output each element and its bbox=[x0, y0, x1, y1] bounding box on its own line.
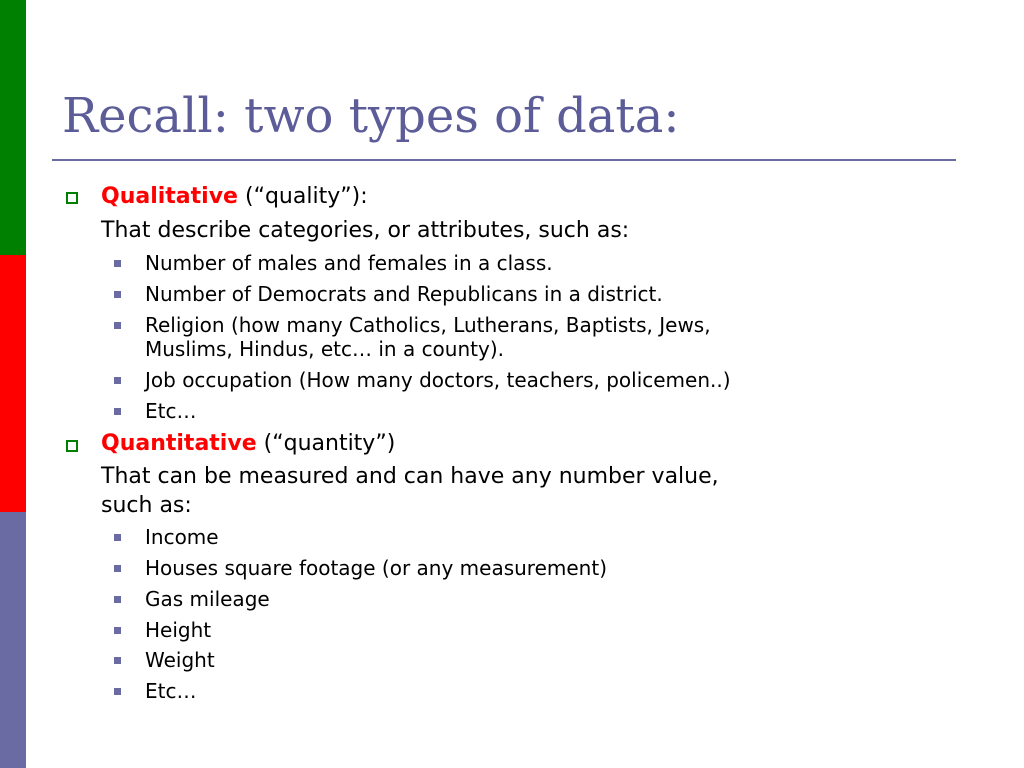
sub-bullet-icon bbox=[114, 627, 121, 634]
list-item: Weight bbox=[145, 648, 215, 672]
list-item: Height bbox=[145, 618, 212, 642]
heading-note: (“quantity”) bbox=[263, 431, 396, 456]
list-item-continued: Muslims, Hindus, etc… in a county). bbox=[145, 337, 504, 361]
heading-keyword: Qualitative bbox=[101, 184, 238, 209]
sub-bullet-icon bbox=[114, 377, 121, 384]
sub-bullet-icon bbox=[114, 260, 121, 267]
list-item: Etc… bbox=[145, 679, 197, 703]
sub-bullet-icon bbox=[114, 565, 121, 572]
slide-title: Recall: two types of data: bbox=[62, 88, 680, 144]
heading-note: (“quality”): bbox=[244, 184, 368, 209]
list-item: Number of Democrats and Republicans in a district. bbox=[145, 282, 663, 306]
section-description: That can be measured and can have any number value, bbox=[101, 464, 719, 489]
sub-bullet-icon bbox=[114, 322, 121, 329]
square-bullet-icon bbox=[66, 440, 78, 452]
list-item: Etc… bbox=[145, 399, 197, 423]
section-description: That describe categories, or attributes, such as: bbox=[101, 218, 630, 243]
sub-bullet-icon bbox=[114, 291, 121, 298]
sub-bullet-icon bbox=[114, 534, 121, 541]
list-item: Houses square footage (or any measurement) bbox=[145, 556, 607, 580]
square-bullet-icon bbox=[66, 192, 78, 204]
list-item: Religion (how many Catholics, Lutherans, Baptists, Jews, bbox=[145, 313, 711, 337]
section-description-continued: such as: bbox=[101, 493, 192, 518]
section-heading-qualitative bbox=[101, 182, 368, 212]
list-item: Job occupation (How many doctors, teachers, policemen..) bbox=[145, 368, 731, 392]
heading-keyword: Quantitative bbox=[101, 431, 257, 456]
sub-bullet-icon bbox=[114, 596, 121, 603]
sub-bullet-icon bbox=[114, 657, 121, 664]
sub-bullet-icon bbox=[114, 408, 121, 415]
section-heading-quantitative bbox=[101, 429, 395, 459]
list-item: Number of males and females in a class. bbox=[145, 251, 553, 275]
sub-bullet-icon bbox=[114, 688, 121, 695]
list-item: Gas mileage bbox=[145, 587, 270, 611]
list-item: Income bbox=[145, 525, 219, 549]
